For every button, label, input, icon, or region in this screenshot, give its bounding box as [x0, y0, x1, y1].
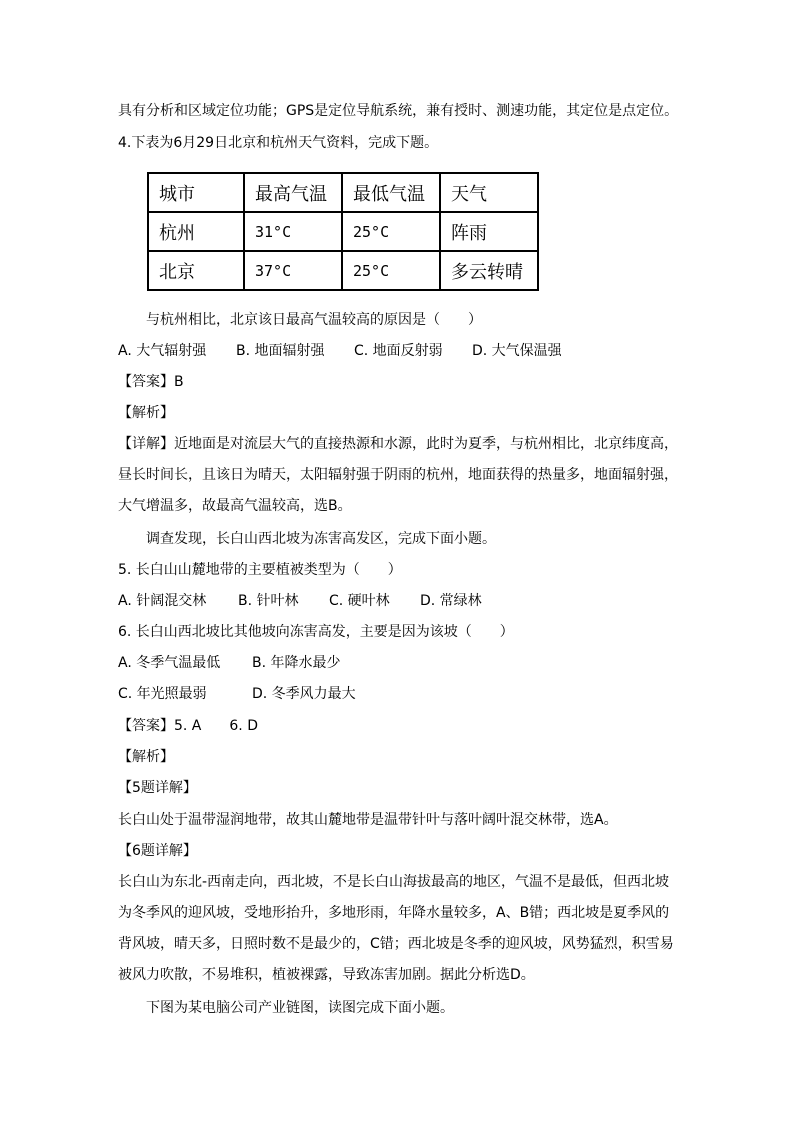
option-a: A. 大气辐射强: [118, 343, 207, 359]
option-d: D. 冬季风力最大: [252, 686, 356, 702]
passage-intro: 下图为某电脑公司产业链图，读图完成下面小题。: [146, 1000, 454, 1016]
table-row: [148, 251, 538, 290]
cell-max-temp: 31°C: [244, 212, 342, 251]
question-4-stem: 与杭州相比，北京该日最高气温较高的原因是（ ）: [146, 312, 482, 328]
weather-table: [147, 172, 539, 291]
cell-min-temp: 25°C: [342, 212, 440, 251]
option-d: D. 常绿林: [420, 593, 482, 609]
passage-intro: 调查发现，长白山西北坡为冻害高发区，完成下面小题。: [146, 531, 496, 547]
option-c: C. 硬叶林: [329, 593, 390, 609]
header-min-temp: 最低气温: [342, 173, 440, 212]
question-6-options-row2: [118, 684, 356, 704]
question-6: 6. 长白山西北坡比其他坡向冻害高发，主要是因为该坡（ ）: [118, 624, 514, 640]
cell-weather: 多云转晴: [440, 251, 538, 290]
option-d: D. 大气保温强: [472, 343, 562, 359]
q6-explanation-label: 【6题详解】: [118, 843, 197, 859]
question-6-options-row1: [118, 653, 341, 673]
header-weather: 天气: [440, 173, 538, 212]
cell-city: 北京: [148, 251, 244, 290]
question-4-options: [118, 341, 562, 361]
option-b: B. 地面辐射强: [236, 343, 325, 359]
explanation-line: 昼长时间长，且该日为晴天，太阳辐射强于阴雨的杭州，地面获得的热量多，地面辐射强，: [118, 467, 678, 483]
table-header-row: [148, 173, 538, 212]
option-a: A. 针阔混交林: [118, 593, 207, 609]
cell-max-temp: 37°C: [244, 251, 342, 290]
text-line: 具有分析和区域定位功能；GPS是定位导航系统，兼有授时、测速功能，其定位是点定位。: [118, 103, 679, 119]
explanation-line: 【详解】近地面是对流层大气的直接热源和水源，此时为夏季，与杭州相比，北京纬度高，: [118, 436, 678, 452]
answer-label: 【答案】B: [118, 374, 184, 390]
option-b: B. 年降水最少: [252, 655, 341, 671]
question-4: 4.下表为6月29日北京和杭州天气资料，完成下题。: [118, 135, 439, 151]
option-c: C. 年光照最弱: [118, 686, 207, 702]
explanation-line: 背风坡，晴天多，日照时数不是最少的，C错；西北坡是冬季的迎风坡，风势猛烈，积雪易: [118, 936, 674, 952]
explanation-line: 为冬季风的迎风坡，受地形抬升，多地形雨，年降水量较多，A、B错；西北坡是夏季风的: [118, 905, 670, 921]
header-max-temp: 最高气温: [244, 173, 342, 212]
explanation-line: 长白山为东北-西南走向，西北坡，不是长白山海拔最高的地区，气温不是最低，但西北坡: [118, 874, 670, 890]
cell-min-temp: 25°C: [342, 251, 440, 290]
header-city: 城市: [148, 173, 244, 212]
analysis-label: 【解析】: [118, 749, 174, 765]
question-5: 5. 长白山山麓地带的主要植被类型为（ ）: [118, 562, 402, 578]
answer-label: 【答案】5. A 6. D: [118, 718, 258, 734]
option-a: A. 冬季气温最低: [118, 655, 221, 671]
option-b: B. 针叶林: [238, 593, 299, 609]
question-5-options: [118, 591, 482, 611]
explanation-line: 大气增温多，故最高气温较高，选B。: [118, 498, 352, 514]
explanation-line: 被风力吹散，不易堆积，植被裸露，导致冻害加剧。据此分析选D。: [118, 967, 535, 983]
option-c: C. 地面反射弱: [354, 343, 443, 359]
explanation-line: 长白山处于温带湿润地带，故其山麓地带是温带针叶与落叶阔叶混交林带，选A。: [118, 812, 618, 828]
q5-explanation-label: 【5题详解】: [118, 780, 197, 796]
cell-city: 杭州: [148, 212, 244, 251]
cell-weather: 阵雨: [440, 212, 538, 251]
table-row: [148, 212, 538, 251]
analysis-label: 【解析】: [118, 405, 174, 421]
